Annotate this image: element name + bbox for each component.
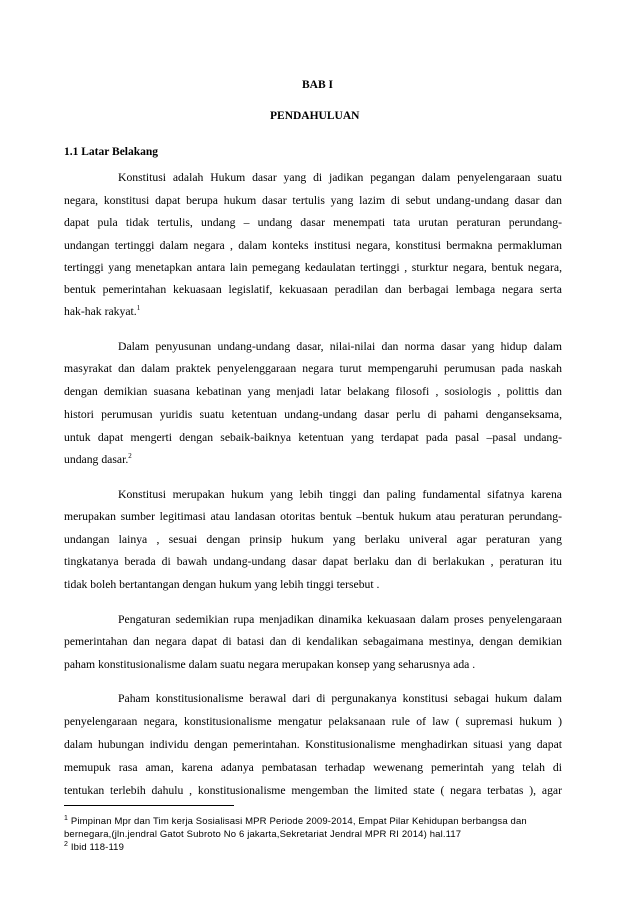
footnote-ref: 2	[128, 452, 132, 461]
paragraph-line-text: hak-hak rakyat.	[64, 305, 137, 318]
paragraph-line: masyrakat dan dalam praktek penyelenggaraan negara turut mempengaruhi perumusan pada naskah	[64, 362, 562, 375]
paragraph-line: untuk dapat mengerti dengan sebaik-baiknya ketentuan yang terdapat pada pasal –pasal undang-	[64, 431, 562, 444]
paragraph-line: penyelengaraan negara, konstitusionalisme mengatur pelaksanaan rule of law ( supremasi hukum )	[64, 715, 562, 728]
footnote-number: 1	[64, 814, 69, 822]
paragraph-line-text: undang dasar.	[64, 453, 129, 466]
paragraph-line: tingkatanya berada di bawah undang-undang dasar dapat berlaku dan di berlakukan , peraturan itu	[64, 555, 562, 568]
chapter-label: BAB I	[302, 79, 333, 91]
paragraph-line: dalam hubungan individu dengan pemerintahan. Konstitusionalisme menghadirkan situasi yang dapat	[64, 738, 562, 751]
paragraph-line: Konstitusi merupakan hukum yang lebih tinggi dan paling fundamental sifatnya karena	[118, 488, 562, 501]
paragraph-line: histori perumusan yuridis suatu ketentuan undang-undang dasar perlu di pahami denganseksama,	[64, 408, 562, 421]
paragraph-line: tidak boleh bertantangan dengan hukum yang lebih tinggi tersebut .	[64, 578, 380, 591]
paragraph-line	[64, 305, 140, 319]
paragraph-line: pemerintahan dan negara dapat di batasi dan di kendalikan sebagaimana mestinya, dengan demikian	[64, 635, 562, 648]
paragraph-line: Pengaturan sedemikian rupa menjadikan dinamika kekuasaan dalam proses penyelengaraan	[118, 613, 562, 626]
paragraph-line: undangan lainya , sesuai dengan prinsip hukum yang berlaku univeral agar peraturan yang	[64, 533, 562, 546]
paragraph-line: undangan tertinggi dalam negara , dalam konteks institusi negara, konstitusi bermakna permakluman	[64, 239, 562, 252]
paragraph-line: Paham konstitusionalisme berawal dari di pergunakanya konstitusi sebagai hukum dalam	[118, 692, 562, 705]
paragraph-line: paham konstitusionalisme dalam suatu negara merupakan konsep yang seharusnya ada .	[64, 658, 476, 671]
paragraph-line: memupuk rasa aman, karena adanya pembatasan terhadap wewenang pemerintah yang telah di	[64, 761, 562, 774]
paragraph-line: Konstitusi adalah Hukum dasar yang di jadikan pegangan dalam penyelengaraan suatu	[118, 171, 562, 184]
footnote-ref: 1	[136, 304, 141, 313]
footnote-text: Pimpinan Mpr dan Tim kerja Sosialisasi MPR Periode 2009-2014, Empat Pilar Kehidupan berbangsa dan	[70, 816, 527, 827]
paragraph-line: bentuk pemerintahan kekuasaan legislatif, kekuasaan peradilan dan berbagai lembaga negara serta	[64, 283, 562, 296]
paragraph-line: dengan demikian suasana kebatinan yang menjadi latar belakang filosofi , sosiologis , polittis dan	[64, 385, 562, 398]
paragraph-line	[64, 453, 132, 467]
footnote-separator-line	[64, 805, 234, 806]
footnote-line	[64, 842, 124, 853]
footnote-line: bernegara,(jln.jendral Gatot Subroto No 6 jakarta,Sekretariat Jendral MPR RI 2014) hal.117	[64, 829, 462, 840]
paragraph-line: tertinggi yang menetapkan antara lain pemegang kedaulatan tertinggi , sturktur negara, bentuk negara,	[64, 261, 562, 274]
paragraph-line: dapat pula tidak tertulis, undang – undang dasar menempati tata urutan peraturan perundang-	[64, 216, 562, 229]
paragraph-line: merupakan sumber legitimasi atau landasan otoritas bentuk –bentuk hukum atau peraturan perundang-	[64, 510, 562, 523]
paragraph-line: Dalam penyusunan undang-undang dasar, nilai-nilai dan norma dasar yang hidup dalam	[118, 340, 562, 353]
section-title: 1.1 Latar Belakang	[64, 146, 159, 158]
footnote-number: 2	[64, 840, 69, 848]
paragraph-line: negara, konstitusi dapat berupa hukum dasar tertulis yang lazim di sebut undang-undang dasar dan	[64, 194, 562, 207]
chapter-title: PENDAHULUAN	[270, 110, 360, 122]
footnote-text: Ibid 118-119	[70, 842, 125, 853]
paragraph-line: tentukan terlebih dahulu , konstitusionalisme mengemban the limited state ( negara terbatas ), agar	[64, 784, 562, 797]
footnote-line	[64, 816, 527, 827]
